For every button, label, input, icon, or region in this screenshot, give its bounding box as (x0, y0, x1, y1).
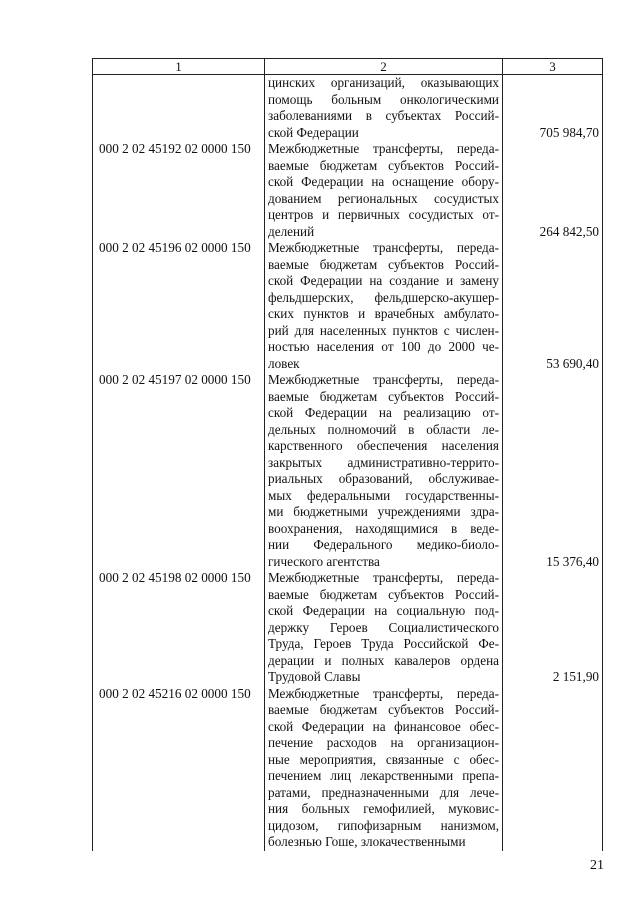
description-line: ской Федерации на финансовое обес- (268, 718, 499, 734)
description-line: Труда, Героев Труда Российской Фе- (268, 636, 499, 651)
budget-code-cell: 000 2 02 45192 02 0000 150 (93, 141, 265, 240)
column-header-3: 3 (503, 59, 603, 75)
description-line: ваемые бюджетам субъектов Россий- (268, 702, 499, 717)
amount-cell: 705 984,70 (503, 75, 603, 142)
description-line: ваемые бюджетам субъектов Россий- (268, 388, 499, 404)
description-line: ской Федерации на социальную под- (268, 603, 499, 618)
description-line: делений (268, 223, 315, 239)
description-line: Межбюджетные трансферты, переда- (268, 372, 499, 387)
table-row (93, 240, 603, 372)
budget-table (92, 58, 603, 851)
description-line: ваемые бюджетам субъектов Россий- (268, 157, 499, 173)
table-row (93, 141, 603, 240)
description-line: воохранения, находящимися в веде- (268, 520, 499, 536)
table-row (93, 372, 603, 570)
table-row (93, 570, 603, 686)
description-line: ской Федерации на оснащение обору- (268, 174, 499, 189)
description-line: болезнью Гоше, злокачественными (268, 834, 466, 849)
page-number: 21 (590, 858, 604, 873)
description-line: дерации и полных кавалеров ордена (268, 652, 499, 668)
description-line: ских пунктов и врачебных амбулато- (268, 306, 499, 321)
table-body (93, 75, 603, 851)
description-line: центров и первичных сосудистых от- (268, 207, 499, 222)
description-line: печением лиц лекарственными препа- (268, 768, 499, 783)
description-line: ваемые бюджетам субъектов Россий- (268, 256, 499, 272)
description-cell (265, 372, 503, 570)
budget-code-cell: 000 2 02 45197 02 0000 150 (93, 372, 265, 570)
description-line: ской Федерации на реализацию от- (268, 405, 499, 420)
budget-code-cell (93, 75, 265, 142)
description-cell (265, 686, 503, 851)
description-cell (265, 240, 503, 372)
description-line: Межбюджетные трансферты, переда- (268, 240, 499, 255)
description-line: ратами, предназначенными для лече- (268, 784, 499, 800)
table-row (93, 75, 603, 142)
budget-code-cell: 000 2 02 45198 02 0000 150 (93, 570, 265, 686)
description-line: ния больных гемофилией, муковис- (268, 801, 499, 816)
description-cell (265, 75, 503, 142)
description-line: фельдшерских, фельдшерско-акушер- (268, 289, 499, 305)
description-line: ской Федерации на создание и замену (268, 273, 499, 288)
description-line: ловек (268, 355, 300, 371)
description-cell (265, 141, 503, 240)
description-line: цидозом, гипофизарным нанизмом, (268, 817, 499, 833)
description-line: ми бюджетными учреждениями здра- (268, 504, 499, 519)
amount-cell: 2 151,90 (503, 570, 603, 686)
description-line: Межбюджетные трансферты, переда- (268, 141, 499, 156)
table-header-row (93, 59, 603, 75)
description-line: ваемые бюджетам субъектов Россий- (268, 586, 499, 602)
amount-cell (503, 686, 603, 851)
description-line: помощь больным онкологическими (268, 91, 499, 107)
description-cell (265, 570, 503, 686)
description-line: ностью населения от 100 до 2000 че- (268, 339, 499, 354)
description-line: дельных полномочий в области ле- (268, 421, 499, 437)
description-line: заболеваниями в субъектах Россий- (268, 108, 499, 123)
table-row (93, 686, 603, 851)
description-line: закрытых административно-террито- (268, 454, 499, 470)
amount-cell: 15 376,40 (503, 372, 603, 570)
description-line: Межбюджетные трансферты, переда- (268, 685, 499, 701)
budget-code-cell: 000 2 02 45196 02 0000 150 (93, 240, 265, 372)
description-line: дованием региональных сосудистых (268, 190, 499, 206)
description-line: печение расходов на организацион- (268, 735, 499, 750)
description-line: держку Героев Социалистического (268, 619, 499, 635)
description-line: цинских организаций, оказывающих (268, 75, 499, 90)
description-line: рий для населенных пунктов с числен- (268, 322, 499, 338)
column-header-2: 2 (265, 59, 503, 75)
description-line: Трудовой Славы (268, 669, 361, 684)
description-line: ской Федерации (268, 124, 359, 140)
amount-cell: 264 842,50 (503, 141, 603, 240)
description-line: ные мероприятия, связанные с обес- (268, 751, 499, 767)
description-line: нии Федерального медико-биоло- (268, 537, 499, 552)
description-line: риальных образований, обслуживае- (268, 471, 499, 486)
amount-cell: 53 690,40 (503, 240, 603, 372)
description-line: карственного обеспечения населения (268, 438, 499, 453)
budget-code-cell: 000 2 02 45216 02 0000 150 (93, 686, 265, 851)
description-line: мых федеральными государственны- (268, 487, 499, 503)
description-line: Межбюджетные трансферты, переда- (268, 570, 499, 585)
description-line: гического агентства (268, 553, 380, 569)
column-header-1: 1 (93, 59, 265, 75)
